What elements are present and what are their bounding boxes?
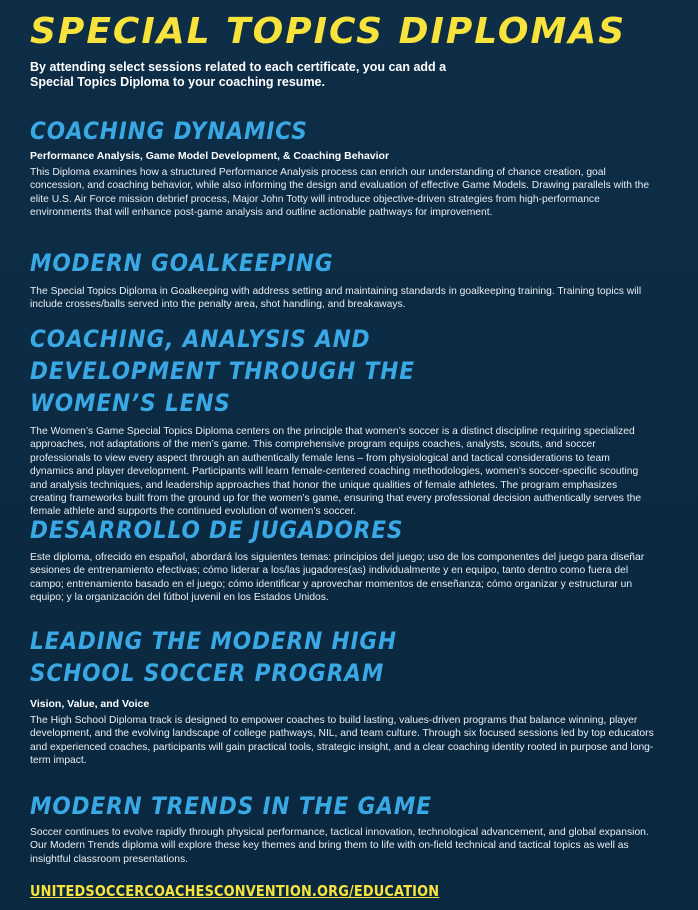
section-coaching-dynamics — [30, 115, 655, 220]
section-body: This Diploma examines how a structured Performance Analysis process can enrich our understanding of chance creation, goal concession, and coaching behavior, while also informing the design and evaluation of effective Game Models. Drawing parallels with the elite U.S. Air Force mission debrief process, Major John Totty will introduce objective-driven strategies from high-performance environments that will enhance post-game analysis and outline actionable pathways for improvement. — [30, 167, 650, 219]
section-body: Este diploma, ofrecido en español, abordará los siguientes temas: principios del juego; uso de los componentes del juego para diseñar sesiones de entrenamiento efectivas; cómo liderar a los/las jugadores(as) individualmente y en equipo, tanto dentro como fuera del campo; entrenamiento basado en el juego; cómo identificar y aprovechar momentos de enseñanza; cómo organizar y estructurar un equipo; y la organización del fútbol juvenil en los Estados Unidos. — [30, 552, 645, 604]
section-body: The Special Topics Diploma in Goalkeeping with address setting and maintaining standards in goalkeeping training. Training topics will include crosses/balls served into the penalty area, shot handling, and breakaways. — [30, 286, 642, 311]
section-womens-lens — [30, 323, 655, 519]
section-body: The High School Diploma track is designed to empower coaches to build lasting, values-driven programs that balance winning, player development, and the evolving landscape of college pathways, NIL, and team culture. Through six focused sessions led by top educators and experienced coaches, participants will gain practical tools, strategic insight, and a clear coaching identity rooted in purpose and long-term impact. — [30, 715, 654, 767]
section-modern-goalkeeping — [30, 247, 655, 312]
section-body: The Women’s Game Special Topics Diploma centers on the principle that women’s soccer is a distinct discipline requiring specialized approaches, not adaptations of the men’s game. This comprehensive program equips coaches, analysts, scouts, and soccer professionals to view every aspect through an authentically female lens – from physiological and tactical considerations to team dynamics and player development. Participants will learn female-centered coaching methodologies, women’s soccer-specific scouting and analysis techniques, and leadership approaches that honor the unique qualities of female athletes. The program emphasizes creating frameworks built from the ground up for the women’s game, ensuring that every professional decision authentically serves the female athlete and supports the continued evolution of women’s soccer. — [30, 426, 642, 518]
section-subtitle: Performance Analysis, Game Model Development, & Coaching Behavior — [30, 150, 390, 162]
section-desarrollo-de-jugadores — [30, 514, 655, 605]
section-title: COACHING DYNAMICS — [30, 117, 308, 145]
education-website-link[interactable]: UNITEDSOCCERCOACHESCONVENTION.ORG/EDUCATION — [30, 882, 440, 900]
section-body: Soccer continues to evolve rapidly through physical performance, tactical innovation, technological advancement, and global expansion. Our Modern Trends diploma will explore these key themes and bring them to life with on-field technical and tactical topics as well as insightful classroom presentations. — [30, 827, 649, 865]
section-title: LEADING THE MODERN HIGH SCHOOL SOCCER PROGRAM — [30, 627, 398, 687]
section-high-school-program — [30, 625, 655, 768]
section-title: COACHING, ANALYSIS AND DEVELOPMENT THROUGH THE WOMEN’S LENS — [30, 325, 415, 417]
page-title: SPECIAL TOPICS DIPLOMAS — [30, 11, 627, 52]
intro-text: By attending select sessions related to each certificate, you can add a Special Topics Diploma to your coaching resume. — [30, 60, 447, 89]
section-modern-trends — [30, 790, 655, 866]
section-title: DESARROLLO DE JUGADORES — [30, 516, 404, 544]
section-subtitle: Vision, Value, and Voice — [30, 698, 150, 710]
section-title: MODERN GOALKEEPING — [30, 249, 334, 277]
section-title: MODERN TRENDS IN THE GAME — [30, 792, 432, 820]
